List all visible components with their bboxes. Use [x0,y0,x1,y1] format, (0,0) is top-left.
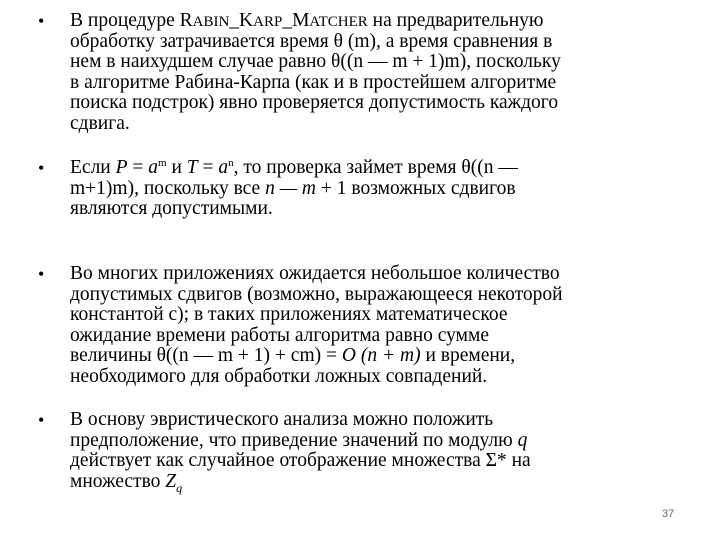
text-line: В основу эвристического анализа можно положить [70,409,494,430]
text-line: необходимого для обработки ложных совпадений. [70,365,488,387]
text-line: ожидание времени работы алгоритма равно сумме [70,324,489,346]
text-line: являются допустимыми. [70,198,273,219]
text-line: допустимых сдвигов (возможно, выражающееся некоторой [70,283,563,305]
text-line: множество $Z_q$ [70,470,183,495]
text-line: действует как случайное отображение множества Σ* на [70,450,531,471]
text-line: m+1)m), поскольку все n — m + 1 возможных сдвигов [70,177,516,199]
text-line: обработку затрачивается время θ (m), а время сравнения в [70,30,553,52]
text-line: поиска подстрок) явно проверяется допустимость каждого [70,92,559,113]
text-line: нем в наихудшем случае равно θ((n — m + 1)m), поскольку [70,51,561,72]
bullet-icon: • [38,410,45,430]
text-line: В процедуре RABIN_KARP_MATCHER на предварительную [70,10,544,31]
text-line: в алгоритме Рабина-Карпа (как и в простейшем алгоритме [70,71,557,93]
text-line: Во многих приложениях ожидается небольшое количество [70,263,560,284]
bullet-icon: • [38,11,45,31]
text-line: сдвига. [70,112,130,134]
text-line: константой c); в таких приложениях математическое [70,304,508,325]
bullet-icon: • [38,264,45,284]
text-line: Если $P = a^m$ и $T = a^n$, то проверка займет время θ((n — [70,157,518,178]
bullet-icon: • [38,158,45,178]
text-line: величины θ((n — m + 1) + cm) = O (n + m) и времени, [70,345,516,366]
slide-number: 37 [662,508,675,520]
text-line: предположение, что приведение значений по модулю q [70,429,528,451]
